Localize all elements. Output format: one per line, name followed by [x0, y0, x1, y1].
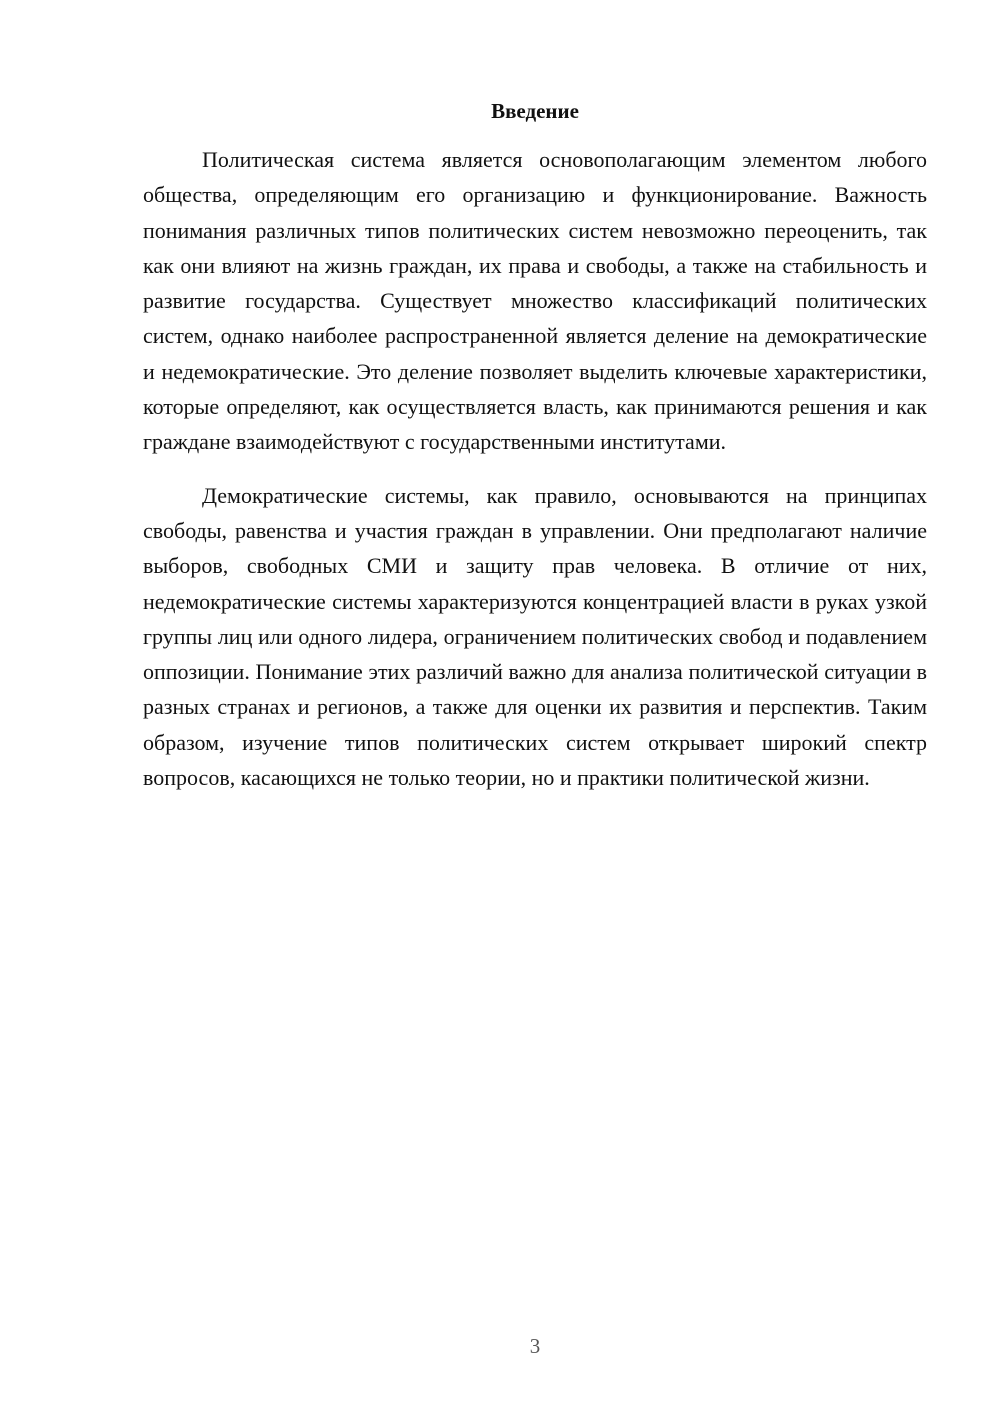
page-content	[143, 96, 927, 795]
page-number: 3	[529, 1334, 541, 1358]
paragraph-2: Демократические системы, как правило, основываются на принципах свободы, равенства и участия граждан в управлении. Они предполагают наличие выборов, свободных СМИ и защиту прав человека. В отличие от них, недемократические системы характеризуются концентрацией власти в руках узкой группы лиц или одного лидера, ограничением политических свобод и подавлением оппозиции. Понимание этих различий важно для анализа политической ситуации в разных странах и регионов, а также для оценки их развития и перспектив. Таким образом, изучение типов политических систем открывает широкий спектр вопросов, касающихся не только теории, но и практики политической жизни.	[143, 482, 927, 791]
section-heading: Введение	[491, 99, 579, 123]
paragraph-1: Политическая система является основополагающим элементом любого общества, определяющим его организацию и функционирование. Важность понимания различных типов политических систем невозможно переоценить, так как они влияют на жизнь граждан, их права и свободы, а также на стабильность и развитие государства. Существует множество классификаций политических систем, однако наиболее распространенной является деление на демократические и недемократические. Это деление позволяет выделить ключевые характеристики, которые определяют, как осуществляется власть, как принимаются решения и как граждане взаимодействуют с государственными институтами.	[143, 147, 927, 455]
